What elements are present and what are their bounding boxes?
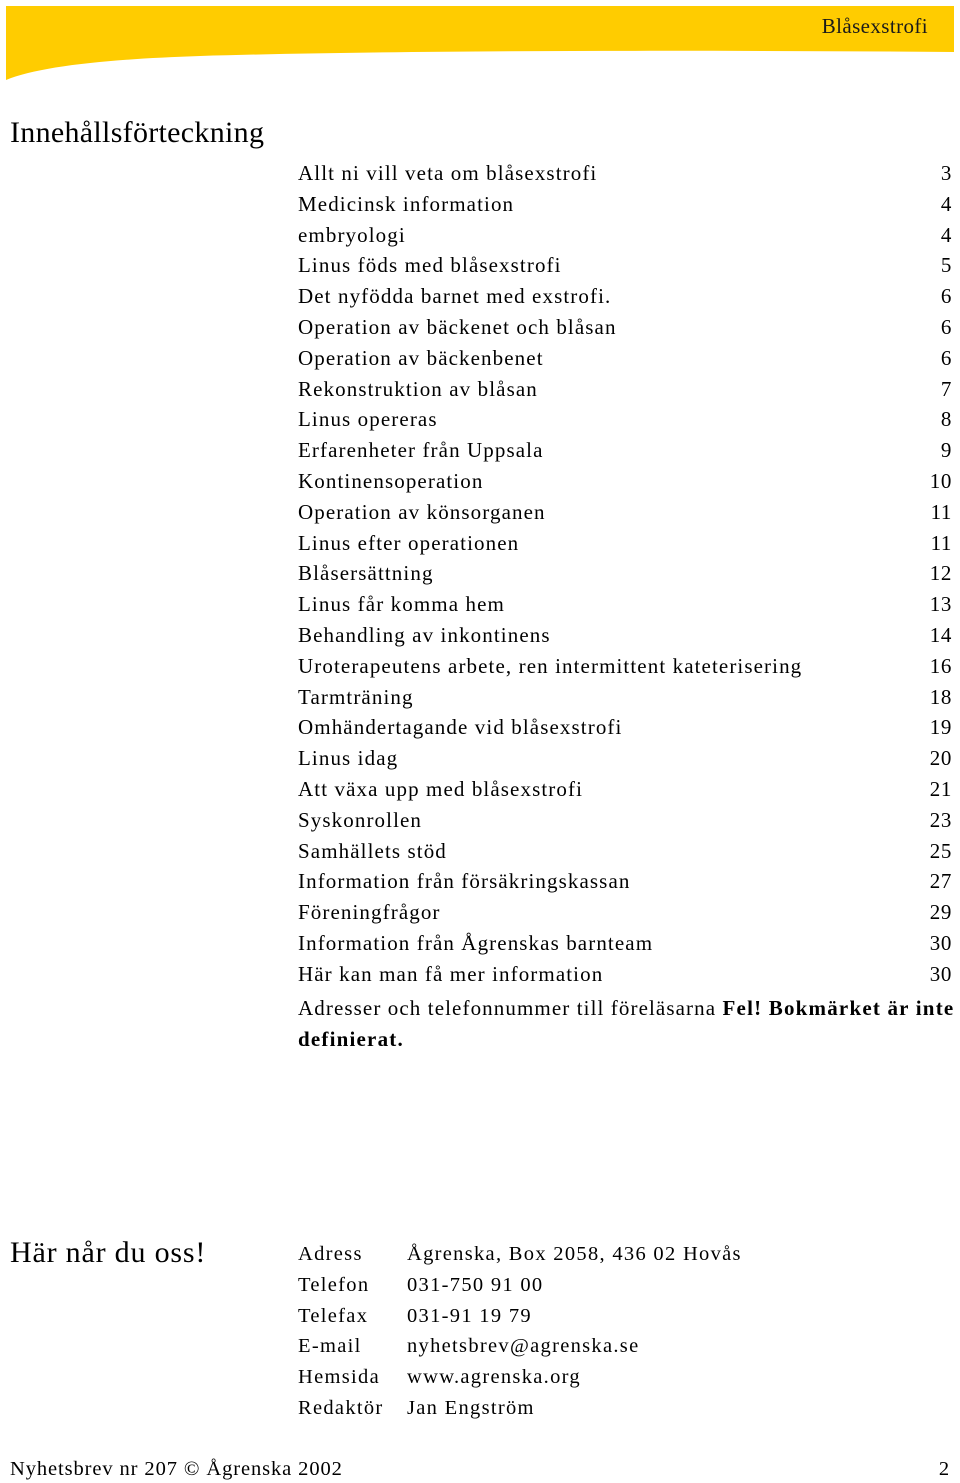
toc-entry-page: 20 (929, 746, 952, 771)
header-wave-shape (0, 0, 960, 90)
contact-value: Jan Engström (407, 1396, 535, 1419)
contact-value: 031-750 91 00 (407, 1273, 544, 1296)
toc-entry-title: Linus opereras (298, 407, 438, 432)
toc-entry-title: Allt ni vill veta om blåsexstrofi (298, 161, 598, 185)
toc-entry-page: 5 (940, 253, 952, 278)
toc-entry-title: Linus får komma hem (298, 592, 505, 617)
toc-entry-title: Syskonrollen (298, 807, 423, 832)
toc-entry[interactable] (298, 407, 952, 438)
toc-entry-page: 12 (929, 561, 952, 586)
toc-entry[interactable] (298, 223, 952, 254)
toc-entry-title: Samhällets stöd (298, 838, 447, 863)
contact-label: Telefax (298, 1304, 369, 1327)
toc-entry[interactable] (298, 869, 952, 900)
toc-entry-page: 6 (940, 345, 952, 370)
toc-entry-page: 11 (930, 499, 952, 524)
toc-entry-page: 4 (940, 191, 952, 216)
toc-entry[interactable] (298, 284, 952, 315)
toc-entry-page: 4 (940, 222, 952, 247)
toc-entry-title: Blåsersättning (298, 561, 434, 586)
page-footer (10, 1458, 950, 1481)
footer-page-number: 2 (938, 1458, 950, 1480)
toc-entry-title: Operation av bäckenbenet (298, 345, 544, 370)
toc-entry-title: Det nyfödda barnet med exstrofi. (298, 284, 612, 309)
toc-entry-page: 3 (940, 161, 952, 185)
toc-list (298, 161, 955, 1055)
toc-entry[interactable] (298, 592, 952, 623)
toc-entry-title: Linus idag (298, 746, 399, 771)
toc-entry-page: 23 (929, 807, 952, 832)
toc-entry-page: 9 (940, 438, 952, 463)
contact-label: Hemsida (298, 1366, 380, 1389)
toc-entry-title: embryologi (298, 222, 406, 247)
contact-heading: Här når du oss! (10, 1236, 207, 1269)
toc-entry-title: Uroterapeutens arbete, ren intermittent kateterisering (298, 653, 803, 678)
toc-entry-page: 7 (940, 376, 952, 401)
toc-entry-title: Här kan man få mer information (298, 961, 604, 986)
toc-entry[interactable] (298, 962, 952, 993)
contact-label: Redaktör (298, 1396, 384, 1419)
toc-entry-page: 6 (940, 314, 952, 339)
contact-row (298, 1397, 742, 1428)
toc-heading: Innehållsförteckning (10, 116, 265, 149)
toc-entry[interactable] (298, 746, 952, 777)
toc-entry-page: 6 (940, 284, 952, 309)
toc-entry-page: 16 (929, 653, 952, 678)
toc-entry-page: 29 (929, 900, 952, 925)
toc-entry[interactable] (298, 931, 952, 962)
toc-entry-title: Adresser och telefonnummer till föreläsarna (298, 995, 723, 1020)
toc-entry-title: Erfarenheter från Uppsala (298, 438, 544, 463)
toc-entry[interactable] (298, 900, 952, 931)
toc-entry[interactable] (298, 253, 952, 284)
toc-entry[interactable] (298, 315, 952, 346)
toc-entry[interactable] (298, 685, 952, 716)
toc-entry[interactable] (298, 346, 952, 377)
toc-entry-title: Omhändertagande vid blåsexstrofi (298, 715, 623, 740)
toc-entry-page: 25 (929, 838, 952, 863)
toc-entry-title: Operation av könsorganen (298, 499, 546, 524)
toc-entry[interactable] (298, 623, 952, 654)
toc-entry[interactable] (298, 438, 952, 469)
header-title: Blåsexstrofi (821, 14, 928, 38)
toc-entry-page: 18 (929, 684, 952, 709)
contact-label: Telefon (298, 1273, 370, 1296)
contact-table (298, 1243, 742, 1428)
toc-entry-page: 11 (930, 530, 952, 555)
toc-entry-title: Information från Ågrenskas barnteam (298, 930, 654, 955)
toc-entry[interactable] (298, 500, 952, 531)
contact-row (298, 1335, 742, 1366)
toc-entry[interactable] (298, 839, 952, 870)
toc-entry-title: Att växa upp med blåsexstrofi (298, 776, 584, 801)
toc-entry-title: Tarmträning (298, 684, 414, 709)
toc-entry-page: 30 (929, 961, 952, 986)
toc-entry-title: Linus föds med blåsexstrofi (298, 253, 562, 278)
toc-entry-title: Operation av bäckenet och blåsan (298, 314, 617, 339)
toc-entry[interactable] (298, 561, 952, 592)
toc-entry-title: Information från försäkringskassan (298, 869, 631, 894)
toc-entry-title: Kontinensoperation (298, 468, 484, 493)
toc-entry[interactable] (298, 715, 952, 746)
contact-row (298, 1305, 742, 1336)
toc-bookmark-error: Fel! Bokmärket är inte definierat. (298, 995, 955, 1051)
toc-entry-title: Medicinsk information (298, 191, 515, 216)
toc-entry-last (298, 993, 958, 1055)
toc-entry-title: Föreningfrågor (298, 900, 441, 925)
toc-entry-page: 19 (929, 715, 952, 740)
contact-label: Adress (298, 1243, 363, 1265)
toc-entry-page: 8 (940, 407, 952, 432)
toc-entry-page: 21 (929, 776, 952, 801)
contact-value: 031-91 19 79 (407, 1304, 532, 1327)
toc-entry-title: Behandling av inkontinens (298, 622, 551, 647)
toc-entry-title: Linus efter operationen (298, 530, 520, 555)
toc-entry[interactable] (298, 161, 952, 192)
toc-entry[interactable] (298, 531, 952, 562)
footer-issue: Nyhetsbrev nr 207 © Ågrenska 2002 (10, 1458, 343, 1480)
contact-value: www.agrenska.org (407, 1366, 581, 1389)
contact-row (298, 1366, 742, 1397)
contact-row (298, 1243, 742, 1274)
header-band (0, 0, 960, 90)
toc-entry-page: 13 (929, 592, 952, 617)
toc-entry[interactable] (298, 654, 952, 685)
contact-value: nyhetsbrev@agrenska.se (407, 1335, 640, 1358)
toc-entry-page: 30 (929, 930, 952, 955)
toc-entry-page: 14 (929, 622, 952, 647)
contact-row (298, 1274, 742, 1305)
toc-entry[interactable] (298, 777, 952, 808)
toc-entry-page: 27 (929, 869, 952, 894)
toc-entry-page: 10 (929, 468, 952, 493)
toc-entry[interactable] (298, 192, 952, 223)
contact-value: Ågrenska, Box 2058, 436 02 Hovås (407, 1243, 742, 1265)
toc-entry[interactable] (298, 469, 952, 500)
toc-entry[interactable] (298, 808, 952, 839)
toc-entry[interactable] (298, 377, 952, 408)
contact-label: E-mail (298, 1335, 362, 1358)
toc-entry-title: Rekonstruktion av blåsan (298, 376, 538, 401)
